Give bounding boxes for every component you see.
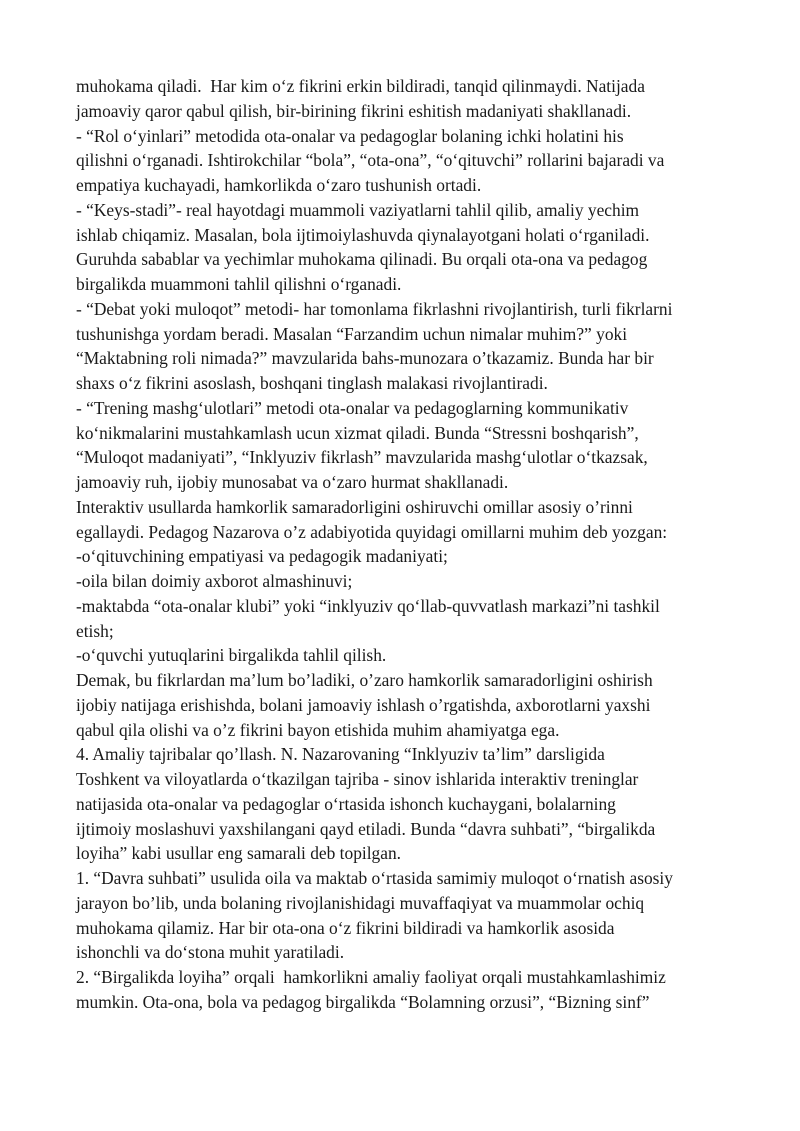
text-line: empatiya kuchayadi, hamkorlikda o‘zaro tushunish ortadi. [76,175,482,195]
text-line: ijobiy natijaga erishishda, bolani jamoaviy ishlash o’rgatishda, axborotlarni yaxshi [76,694,651,715]
text-line: -o‘qituvchining empatiyasi va pedagogik madaniyati; [76,546,448,567]
text-line: natijasida ota-onalar va pedagoglar o‘rtasida ishonch kuchaygani, bolalarning [76,793,616,814]
text-line: Interaktiv usullarda hamkorlik samaradorligini oshiruvchi omillar asosiy o’rinni [76,496,633,517]
text-line: ko‘nikmalarini mustahkamlash ucun xizmat qiladi. Bunda “Stressni boshqarish”, [76,422,639,443]
text-line: birgalikda muammoni tahlil qilishni o‘rganadi. [76,274,402,294]
text-line: ishonchli va do‘stona muhit yaratiladi. [76,942,345,963]
text-line: Demak, bu fikrlardan ma’lum bo’ladiki, o’zaro hamkorlik samaradorligini oshirish [76,670,653,690]
text-line: -o‘quvchi yutuqlarini birgalikda tahlil qilish. [76,645,387,666]
text-line: tushunishga yordam beradi. Masalan “Farzandim uchun nimalar muhim?” yoki [76,323,628,344]
text-line: 2. “Birgalikda loyiha” orqali hamkorlikni amaliy faoliyat orqali mustahkamlashimiz [76,967,666,987]
text-line: jamoaviy qaror qabul qilish, bir-birining fikrini eshitish madaniyati shakllanadi. [76,100,632,121]
text-line: 1. “Davra suhbati” usulida oila va maktab o‘rtasida samimiy muloqot o‘rnatish asosiy [76,868,673,888]
text-line: ishlab chiqamiz. Masalan, bola ijtimoiylashuvda qiynalayotgani holati o‘rganiladi. [76,224,650,245]
text-line: shaxs o‘z fikrini asoslash, boshqani tinglash malakasi rivojlantiradi. [76,373,548,393]
text-line: ijtimoiy moslashuvi yaxshilangani qayd etiladi. Bunda “davra suhbati”, “birgalikda [76,818,656,839]
text-line: qabul qila olishi va o’z fikrini bayon etishida muhim ahamiyatga ega. [76,719,560,740]
text-line: - “Rol o‘yinlari” metodida ota-onalar va pedagoglar bolaning ichki holatini his [76,125,624,146]
text-line: “Muloqot madaniyati”, “Inklyuziv fikrlash” mavzularida mashg‘ulotlar o‘tkazsak, [76,447,648,468]
text-line: muhokama qiladi. Har kim o‘z fikrini erkin bildiradi, tanqid qilinmaydi. Natijada [76,76,645,96]
text-line: muhokama qilamiz. Har bir ota-ona o‘z fikrini bildiradi va hamkorlik asosida [76,917,615,938]
text-line: jarayon bo’lib, unda bolaning rivojlanishidagi muvaffaqiyat va muammolar ochiq [76,892,645,913]
text-line: -oila bilan doimiy axborot almashinuvi; [76,571,353,591]
text-line: egallaydi. Pedagog Nazarova o’z adabiyotida quyidagi omillarni muhim deb yozgan: [76,521,668,542]
text-line: jamoaviy ruh, ijobiy munosabat va o‘zaro hurmat shakllanadi. [76,472,509,492]
text-line: - “Debat yoki muloqot” metodi- har tomonlama fikrlashni rivojlantirish, turli fikrlarni [76,298,673,319]
text-line: etish; [76,620,114,641]
text-line: Toshkent va viloyatlarda o‘tkazilgan tajriba - sinov ishlarida interaktiv treninglar [76,769,639,789]
text-line: “Maktabning roli nimada?” mavzularida bahs-munozara o’tkazamiz. Bunda har bir [76,348,654,369]
text-line: loyiha” kabi usullar eng samarali deb topilgan. [76,843,402,864]
document-body [76,74,736,1015]
text-line: - “Trening mashg‘ulotlari” metodi ota-onalar va pedagoglarning kommunikativ [76,397,629,418]
text-line: Guruhda sabablar va yechimlar muhokama qilinadi. Bu orqali ota-ona va pedagog [76,249,648,270]
text-line: mumkin. Ota-ona, bola va pedagog birgalikda “Bolamning orzusi”, “Bizning sinf” [76,991,650,1012]
text-line: -maktabda “ota-onalar klubi” yoki “inklyuziv qo‘llab-quvvatlash markazi”ni tashkil [76,595,660,616]
text-line: - “Keys-stadi”- real hayotdagi muammoli vaziyatlarni tahlil qilib, amaliy yechim [76,199,640,220]
text-line: 4. Amaliy tajribalar qo’llash. N. Nazarovaning “Inklyuziv ta’lim” darsligida [76,744,605,765]
text-line: qilishni o‘rganadi. Ishtirokchilar “bola”, “ota-ona”, “o‘qituvchi” rollarini bajaradi va [76,150,665,171]
